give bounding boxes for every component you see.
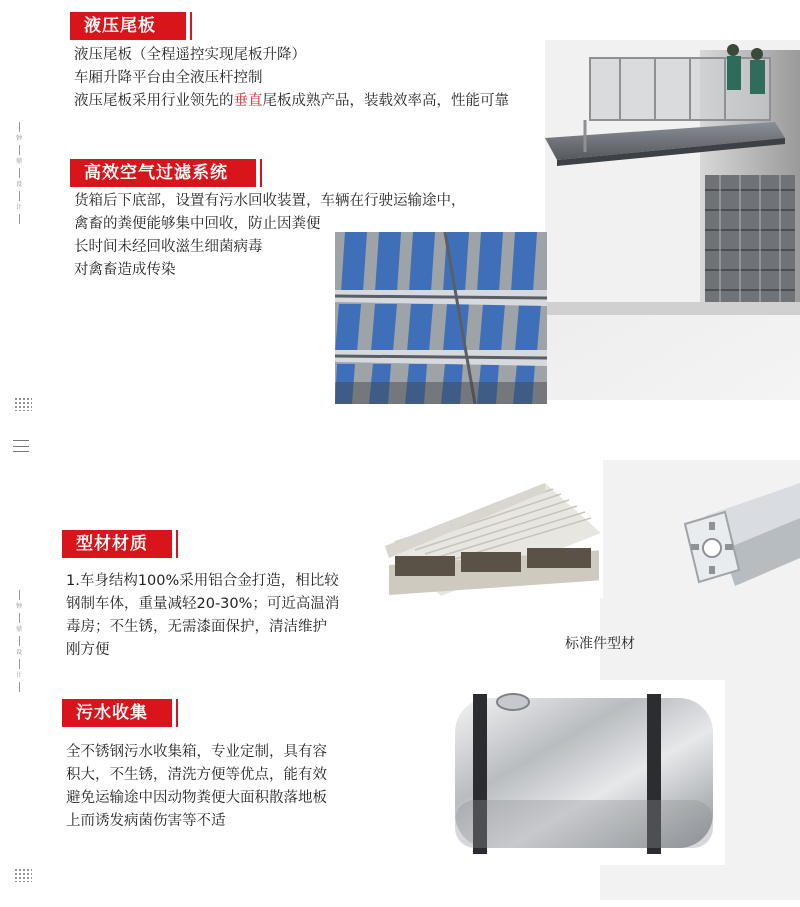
side-mark-char: 计	[15, 672, 22, 679]
filter-line: 长时间未经回收滋生细菌病毒	[74, 239, 263, 255]
filter-line: 禽畜的粪便能够集中回收，防止因粪便	[74, 216, 321, 232]
material-line: 1.车身结构100%采用铝合金打造，相比较	[66, 573, 339, 589]
sewage-line: 全不锈钢污水收集箱，专业定制，具有容	[66, 744, 327, 760]
side-mark-char: 计	[15, 204, 22, 211]
sewage-tank-illustration	[443, 680, 725, 865]
sewage-line: 上而诱发病菌伤害等不适	[66, 813, 226, 829]
side-mark-char: 设	[15, 649, 22, 656]
sewage-tank-photo	[443, 680, 725, 865]
standard-profile-photo	[665, 478, 800, 596]
side-mark-char: 鼎	[15, 158, 22, 165]
material-line: 毒房；不生锈，无需漆面保护，清洁维护	[66, 619, 327, 635]
tailboard-line: 车厢升降平台由全液压杆控制	[74, 70, 263, 86]
standard-profile-illustration	[665, 478, 800, 596]
dots-icon	[14, 868, 32, 882]
side-mark-bottom	[10, 588, 28, 694]
section-title-material: 型材材质	[62, 530, 172, 558]
sewage-line: 避免运输途中因动物粪便大面积散落地板	[66, 790, 327, 806]
dots-icon	[14, 397, 32, 411]
filter-line: 货箱后下底部，设置有污水回收装置，车辆在行驶运输途中，	[74, 193, 466, 209]
section-title-tailboard: 液压尾板	[70, 12, 186, 40]
side-mark-top	[10, 120, 28, 226]
side-mark-char: 钟	[15, 135, 22, 142]
profile-caption: 标准件型材	[565, 636, 635, 652]
tailboard-line	[74, 90, 509, 113]
tailboard-line3-pre: 液压尾板采用行业领先的	[74, 93, 234, 109]
menu-icon	[13, 440, 29, 452]
side-mark-char: 鼎	[15, 626, 22, 633]
material-line: 刚方便	[66, 642, 110, 658]
tailboard-line: 液压尾板（全程遥控实现尾板升降）	[74, 47, 306, 63]
section-title-sewage: 污水收集	[62, 699, 172, 727]
tail-lift-illustration	[545, 40, 800, 315]
tailboard-line3-post: 尾板成熟产品，装载效率高，性能可靠	[262, 93, 509, 109]
sewage-line: 积大，不生锈，清洗方便等优点，能有效	[66, 767, 327, 783]
air-filter-photo	[335, 232, 547, 404]
air-filter-illustration	[335, 232, 547, 404]
side-mark-char: 设	[15, 181, 22, 188]
material-text	[66, 570, 339, 662]
aluminum-floor-illustration	[375, 428, 603, 598]
tailboard-text	[74, 44, 509, 113]
tail-lift-photo	[545, 40, 800, 315]
sewage-text	[66, 741, 327, 833]
aluminum-floor-photo	[375, 428, 603, 598]
section-title-filter: 高效空气过滤系统	[70, 159, 256, 187]
material-line: 钢制车体，重量减轻20-30%；可近高温消	[66, 596, 340, 612]
tailboard-highlight: 垂直	[233, 93, 263, 109]
filter-line: 对禽畜造成传染	[74, 262, 176, 278]
side-mark-char: 钟	[15, 603, 22, 610]
